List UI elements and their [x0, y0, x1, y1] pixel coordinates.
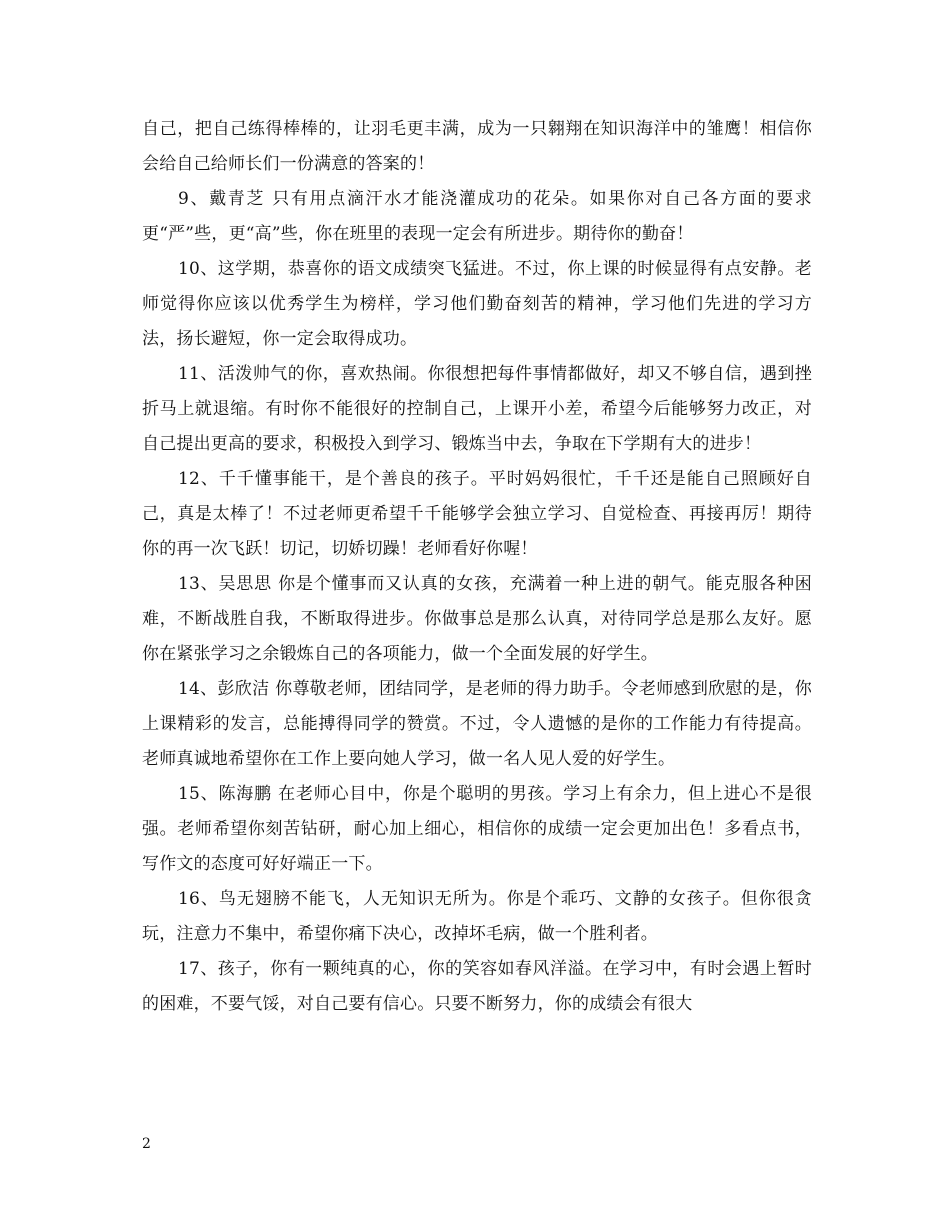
- comment-paragraph-16: 16、鸟无翅膀不能飞，人无知识无所为。你是个乖巧、文静的女孩子。但你很贪玩，注意力不集中，希望你痛下决心，改掉坏毛病，做一个胜利者。: [142, 889, 812, 944]
- comment-paragraph-15: 15、陈海鹏 在老师心目中，你是个聪明的男孩。学习上有余力，但上进心不是很强。老师希望你刻苦钻研，耐心加上细心，相信你的成绩一定会更加出色！多看点书，写作文的态度可好好端正一下。: [142, 784, 812, 874]
- comment-paragraph-12: 12、千千懂事能干，是个善良的孩子。平时妈妈很忙，千千还是能自己照顾好自己，真是太棒了！不过老师更希望千千能够学会独立学习、自觉检查、再接再厉！期待你的再一次飞跃！切记，切娇切躁！老师看好你喔！: [142, 469, 812, 559]
- document-body: [142, 112, 812, 1022]
- comment-paragraph-11: 11、活泼帅气的你，喜欢热闹。你很想把每件事情都做好，却又不够自信，遇到挫折马上就退缩。有时你不能很好的控制自己，上课开小差，希望今后能够努力改正，对自己提出更高的要求，积极投入到学习、锻炼当中去，争取在下学期有大的进步！: [142, 364, 812, 454]
- page-number: 2: [142, 1136, 151, 1152]
- paragraph-continuation: 自己，把自己练得棒棒的，让羽毛更丰满，成为一只翱翔在知识海洋中的雏鹰！相信你会给自己给师长们一份满意的答案的！: [142, 119, 812, 174]
- comment-paragraph-14: 14、彭欣洁 你尊敬老师，团结同学，是老师的得力助手。令老师感到欣慰的是，你上课精彩的发言，总能搏得同学的赞赏。不过，令人遗憾的是你的工作能力有待提高。老师真诚地希望你在工作上要向她人学习，做一名人见人爱的好学生。: [142, 679, 812, 769]
- comment-paragraph-17: 17、孩子，你有一颗纯真的心，你的笑容如春风洋溢。在学习中，有时会遇上暂时的困难，不要气馁，对自己要有信心。只要不断努力，你的成绩会有很大: [142, 959, 812, 1014]
- comment-paragraph-13: 13、吴思思 你是个懂事而又认真的女孩，充满着一种上进的朝气。能克服各种困难，不断战胜自我，不断取得进步。你做事总是那么认真，对待同学总是那么友好。愿你在紧张学习之余锻炼自己的各项能力，做一个全面发展的好学生。: [142, 574, 812, 664]
- comment-paragraph-10: 10、这学期，恭喜你的语文成绩突飞猛进。不过，你上课的时候显得有点安静。老师觉得你应该以优秀学生为榜样，学习他们勤奋刻苦的精神，学习他们先进的学习方法，扬长避短，你一定会取得成功。: [142, 259, 812, 349]
- comment-paragraph-9: 9、戴青芝 只有用点滴汗水才能浇灌成功的花朵。如果你对自己各方面的要求更“严”些，更“高”些，你在班里的表现一定会有所进步。期待你的勤奋！: [142, 189, 812, 244]
